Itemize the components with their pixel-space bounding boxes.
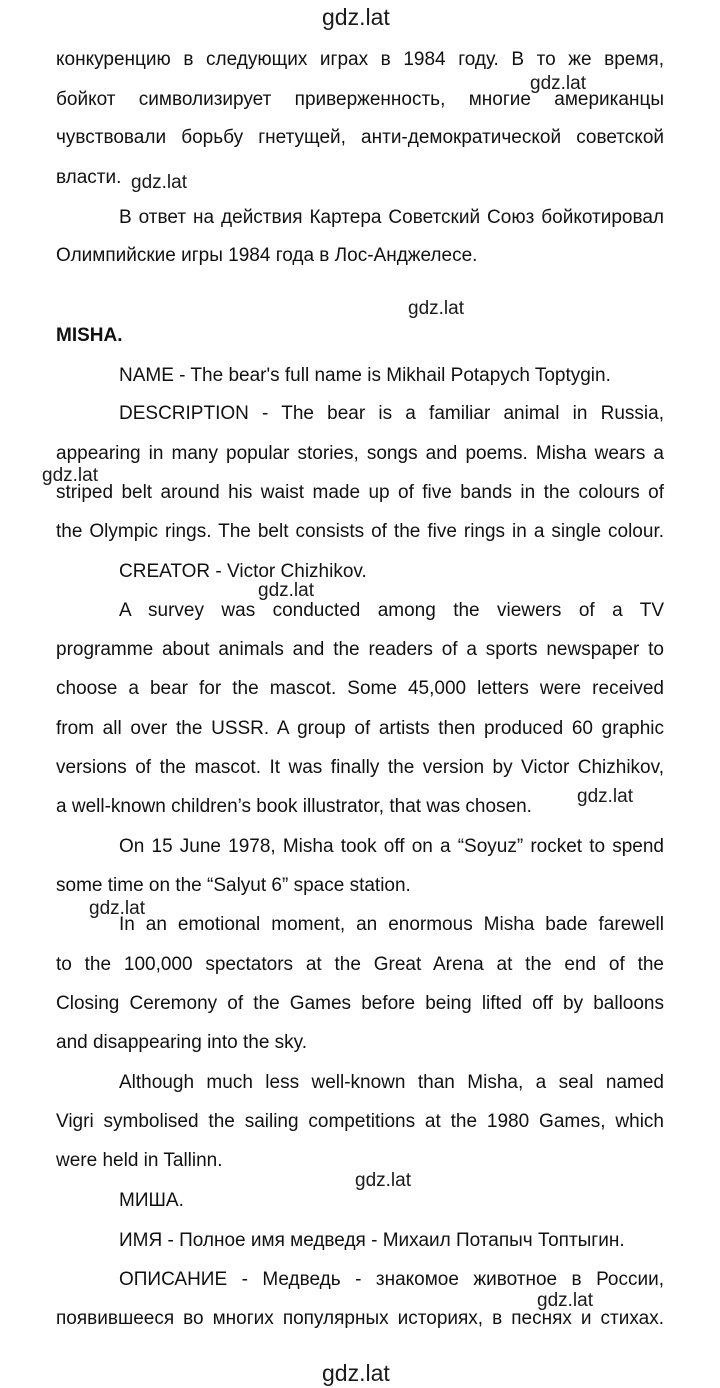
text-line: Closing Ceremony of the Games before being lifted off by balloons — [56, 993, 664, 1014]
watermark: gdz.lat — [537, 1290, 593, 1311]
text-line: Олимпийские игры 1984 года в Лос-Анджелесе. — [56, 245, 478, 266]
watermark-top: gdz.lat — [322, 4, 390, 30]
text-line: чувствовали борьбу гнетущей, анти-демократической советской — [56, 127, 664, 148]
text-line: programme about animals and the readers of a sports newspaper to — [56, 639, 664, 660]
text-line: and disappearing into the sky. — [56, 1032, 308, 1053]
watermark: gdz.lat — [131, 172, 187, 193]
watermark-bottom: gdz.lat — [322, 1360, 390, 1386]
text-line: from all over the USSR. A group of artists then produced 60 graphic — [56, 718, 664, 739]
text-line: On 15 June 1978, Misha took off on a “Soyuz” rocket to spend — [119, 836, 664, 857]
watermark: gdz.lat — [408, 298, 464, 319]
watermark: gdz.lat — [577, 786, 633, 807]
text-line: ИМЯ - Полное имя медведя - Михаил Потапыч Топтыгин. — [119, 1230, 625, 1251]
text-line: A survey was conducted among the viewers of a TV — [119, 600, 664, 621]
watermark: gdz.lat — [42, 465, 98, 486]
text-line: Although much less well-known than Misha, a seal named — [119, 1072, 664, 1093]
text-line: NAME - The bear's full name is Mikhail Potapych Toptygin. — [119, 365, 611, 386]
text-line: versions of the mascot. It was finally the version by Victor Chizhikov, — [56, 757, 664, 778]
text-line: бойкот символизирует приверженность, многие американцы — [56, 89, 664, 110]
text-line: конкуренцию в следующих играх в 1984 году. В то же время, — [56, 49, 664, 70]
watermark: gdz.lat — [530, 73, 586, 94]
section-heading-ru: МИША. — [119, 1190, 184, 1211]
text-line: striped belt around his waist made up of five bands in the colours of — [56, 482, 664, 503]
text-line: to the 100,000 spectators at the Great Arena at the end of the — [56, 954, 664, 975]
text-line: власти. — [56, 167, 122, 188]
section-heading: MISHA. — [56, 325, 123, 346]
text-line: some time on the “Salyut 6” space station. — [56, 875, 411, 896]
text-line: появившееся во многих популярных историях, в песнях и стихах. — [56, 1308, 664, 1329]
text-line: appearing in many popular stories, songs and poems. Misha wears a — [56, 443, 664, 464]
text-line: choose a bear for the mascot. Some 45,000 letters were received — [56, 678, 664, 699]
text-line: In an emotional moment, an enormous Misha bade farewell — [119, 914, 664, 935]
text-line: the Olympic rings. The belt consists of the five rings in a single colour. — [56, 521, 664, 542]
text-line: В ответ на действия Картера Советский Союз бойкотировал — [119, 207, 664, 228]
text-line: DESCRIPTION - The bear is a familiar animal in Russia, — [119, 403, 664, 424]
watermark: gdz.lat — [89, 898, 145, 919]
watermark: gdz.lat — [258, 580, 314, 601]
text-line: CREATOR - Victor Chizhikov. — [119, 561, 367, 582]
text-line: Vigri symbolised the sailing competitions at the 1980 Games, which — [56, 1111, 664, 1132]
watermark: gdz.lat — [355, 1170, 411, 1191]
text-line: a well-known children’s book illustrator, that was chosen. — [56, 796, 532, 817]
text-line: were held in Tallinn. — [56, 1150, 223, 1171]
text-line: ОПИСАНИЕ - Медведь - знакомое животное в России, — [119, 1269, 664, 1290]
